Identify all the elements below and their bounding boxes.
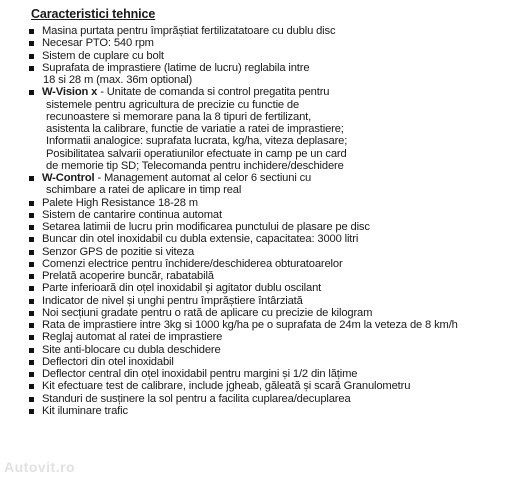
list-item-label: W-Vision x xyxy=(42,86,98,99)
list-item-text: Senzor GPS de pozitie si viteza xyxy=(42,245,195,258)
bullet-icon xyxy=(29,225,34,230)
bullet-icon xyxy=(29,237,34,242)
list-item-text: Suprafata de imprastiere (latime de lucru) reglabila intre xyxy=(42,61,310,74)
bullet-icon xyxy=(29,274,34,279)
bullet-icon xyxy=(29,54,34,59)
list-item xyxy=(0,50,531,62)
list-item-text: Necesar PTO: 540 rpm xyxy=(42,37,154,50)
list-item-text: Noi secțiuni gradate pentru o rată de aplicare cu precizie de kilogram xyxy=(42,306,373,319)
list-item-line xyxy=(42,62,531,74)
bullet-icon xyxy=(29,409,34,414)
list-item-text: Comenzi electrice pentru închidere/deschiderea obturatoarelor xyxy=(42,257,343,270)
list-item-line xyxy=(42,123,531,135)
list-item xyxy=(0,62,531,87)
list-item xyxy=(0,233,531,245)
list-item-text: Site anti-blocare cu dubla deschidere xyxy=(42,343,221,356)
bullet-icon xyxy=(29,262,34,267)
bullet-icon xyxy=(29,213,34,218)
list-item-line xyxy=(42,258,531,270)
list-item-text: - Unitate de comanda si control pregatita pentru xyxy=(97,86,330,99)
list-item-line xyxy=(42,356,531,368)
list-item-text: Reglaj automat al ratei de imprastiere xyxy=(42,331,223,344)
list-item xyxy=(0,319,531,331)
list-item-line xyxy=(42,37,531,49)
list-item-line xyxy=(42,74,531,86)
page-title: Caracteristici tehnice xyxy=(31,7,156,21)
list-item xyxy=(0,307,531,319)
bullet-icon xyxy=(29,311,34,316)
bullet-icon xyxy=(29,299,34,304)
list-item-line xyxy=(42,405,531,417)
list-item-line xyxy=(42,25,531,37)
list-item-text: Kit efectuare test de calibrare, include jgheab, găleată și scară Granulometru xyxy=(42,380,411,393)
list-item xyxy=(0,86,531,172)
list-item-text: sistemele pentru agricultura de precizie cu functie de xyxy=(46,98,300,111)
list-item-line xyxy=(42,246,531,258)
list-item-text: Parte inferioară din oțel inoxidabil și agitator dublu oscilant xyxy=(42,282,322,295)
list-item xyxy=(0,258,531,270)
list-item-text: Masina purtata pentru împrăștiat fertilizatatoare cu dublu disc xyxy=(42,25,336,37)
list-item xyxy=(0,356,531,368)
bullet-icon xyxy=(29,323,34,328)
list-item-line xyxy=(42,331,531,343)
list-item-line xyxy=(42,307,531,319)
list-item xyxy=(0,295,531,307)
list-item-line xyxy=(42,221,531,233)
list-item-line xyxy=(42,184,531,196)
list-item xyxy=(0,331,531,343)
list-item-line xyxy=(42,197,531,209)
list-item-text: - Management automat al celor 6 sectiuni cu xyxy=(94,172,312,184)
list-item-text: Kit iluminare trafic xyxy=(42,404,128,417)
bullet-icon xyxy=(29,335,34,340)
list-item xyxy=(0,209,531,221)
bullet-icon xyxy=(29,397,34,402)
list-item-text: Prelată acoperire buncăr, rabatabilă xyxy=(42,270,214,282)
list-item-text: Informatii analogice: suprafata lucrata, kg/ha, viteza deplasare; xyxy=(46,135,348,148)
list-item-text: Indicator de nivel și unghi pentru împrăștiere întârziată xyxy=(42,294,303,307)
list-item xyxy=(0,405,531,417)
list-item-line xyxy=(42,319,531,331)
list-item xyxy=(0,282,531,294)
bullet-icon xyxy=(29,201,34,206)
bullet-icon xyxy=(29,384,34,389)
list-item xyxy=(0,25,531,37)
list-item-text: recunoastere si memorare pana la 8 tipuri de fertilizant, xyxy=(46,110,312,123)
list-item xyxy=(0,368,531,380)
list-item-text: 18 si 28 m (max. 36m optional) xyxy=(43,74,193,86)
list-item-line xyxy=(42,295,531,307)
list-item-line xyxy=(42,111,531,123)
list-item xyxy=(0,270,531,282)
bullet-icon xyxy=(29,176,34,181)
list-item-text: Rata de imprastiere intre 3kg si 1000 kg/ha pe o suprafata de 24m la veteza de 8 km/h xyxy=(42,319,458,331)
list-item-text: de memorie tip SD; Telecomanda pentru inchidere/deschidere xyxy=(46,159,344,172)
spec-list xyxy=(0,25,531,417)
list-item-text: schimbare a ratei de aplicare in timp real xyxy=(46,184,242,197)
list-item-line xyxy=(42,380,531,392)
list-item-line xyxy=(42,172,531,184)
list-item xyxy=(0,172,531,197)
list-item-text: Deflectori din otel inoxidabil xyxy=(42,355,174,368)
list-item-text: Sistem de cuplare cu bolt xyxy=(42,49,164,62)
list-item-text: Buncar din otel inoxidabil cu dubla extensie, capacitatea: 3000 litri xyxy=(42,233,359,246)
list-item-line xyxy=(42,50,531,62)
list-item-text: Standuri de susținere la sol pentru a facilita cuplarea/decuplarea xyxy=(42,392,351,405)
watermark-logo: Autovit.ro xyxy=(4,459,76,475)
list-item-line xyxy=(42,135,531,147)
list-item-line xyxy=(42,368,531,380)
list-item xyxy=(0,37,531,49)
list-item xyxy=(0,393,531,405)
list-item-line xyxy=(42,99,531,111)
list-item-text: Setarea latimii de lucru prin modificarea punctului de plasare pe disc xyxy=(42,221,370,233)
bullet-icon xyxy=(29,360,34,365)
bullet-icon xyxy=(29,286,34,291)
list-item-line xyxy=(42,148,531,160)
list-item-text: Sistem de cantarire continua automat xyxy=(42,208,222,221)
list-item-text: Deflector central din oțel inoxidabil pentru margini și 1/2 din lățime xyxy=(42,368,358,380)
bullet-icon xyxy=(29,372,34,377)
list-item xyxy=(0,344,531,356)
list-item-line xyxy=(42,393,531,405)
list-item-line xyxy=(42,86,531,98)
bullet-icon xyxy=(29,90,34,95)
list-item xyxy=(0,221,531,233)
list-item-text: asistenta la calibrare, functie de variatie a ratei de imprastiere; xyxy=(46,123,344,135)
list-item-text: Palete High Resistance 18-28 m xyxy=(42,196,198,209)
bullet-icon xyxy=(29,348,34,353)
list-item-text: Posibilitatea salvarii operatiunilor efectuate in camp pe un card xyxy=(46,147,347,160)
list-item-label: W-Control xyxy=(42,172,95,184)
list-item-line xyxy=(42,209,531,221)
list-item-line xyxy=(42,282,531,294)
list-item-line xyxy=(42,233,531,245)
list-item xyxy=(0,246,531,258)
bullet-icon xyxy=(29,66,34,71)
list-item-line xyxy=(42,270,531,282)
list-item xyxy=(0,197,531,209)
list-item xyxy=(0,380,531,392)
list-item-line xyxy=(42,160,531,172)
bullet-icon xyxy=(29,29,34,34)
bullet-icon xyxy=(29,41,34,46)
bullet-icon xyxy=(29,250,34,255)
list-item-line xyxy=(42,344,531,356)
